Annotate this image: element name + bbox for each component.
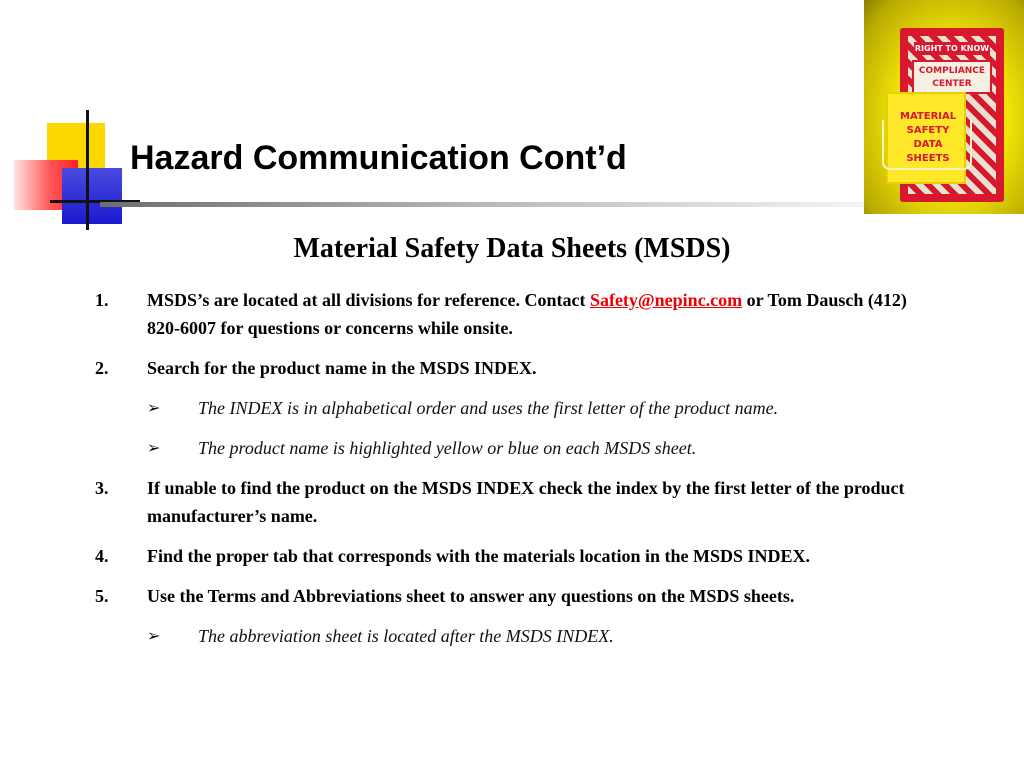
safety-email-link[interactable]: Safety@nepinc.com xyxy=(589,290,743,310)
slide-subtitle: Material Safety Data Sheets (MSDS) xyxy=(293,233,731,264)
list-item-text: Find the proper tab that corresponds with the materials location in the MSDS INDEX. xyxy=(147,546,811,566)
list-item-text: If unable to find the product on the MSDS INDEX check the index by the first letter of the product manufacturer’s name. xyxy=(147,478,905,526)
logo-blue-square xyxy=(62,168,122,224)
list-number: 1. xyxy=(95,290,109,310)
list-item-text: Search for the product name in the MSDS INDEX. xyxy=(147,358,537,378)
list-item-3 xyxy=(0,474,1024,530)
sub-bullet-text: The INDEX is in alphabetical order and uses the first letter of the product name. xyxy=(198,398,779,418)
list-number: 3. xyxy=(95,478,109,498)
arrow-bullet-icon: ➢ xyxy=(147,626,161,645)
arrow-bullet-icon: ➢ xyxy=(147,398,161,417)
binder-label: MATERIAL SAFETY DATA SHEETS xyxy=(900,111,957,164)
sub-bullet-1 xyxy=(0,394,1024,422)
sub-bullet-text: The product name is highlighted yellow or blue on each MSDS sheet. xyxy=(198,438,697,458)
list-number: 4. xyxy=(95,546,109,566)
sign-center-label: COMPLIANCE CENTER xyxy=(912,60,992,94)
sub-bullet-2 xyxy=(0,434,1024,462)
list-item-1 xyxy=(0,286,1024,342)
msds-station-photo xyxy=(864,0,1024,214)
list-item-text: MSDS’s are located at all divisions for reference. Contact xyxy=(147,290,590,310)
sub-bullet-3 xyxy=(0,622,1024,650)
list-item-text: Use the Terms and Abbreviations sheet to answer any questions on the MSDS sheets. xyxy=(147,586,795,606)
list-item-5 xyxy=(0,582,1024,610)
logo-vertical-line xyxy=(86,110,89,230)
list-number: 5. xyxy=(95,586,109,606)
list-item-4 xyxy=(0,542,1024,570)
sub-bullet-text: The abbreviation sheet is located after the MSDS INDEX. xyxy=(198,626,614,646)
instruction-list xyxy=(0,286,1024,650)
list-item-2 xyxy=(0,354,1024,382)
wire-rack xyxy=(882,120,972,170)
list-item-text: or Tom Dausch (412) 820-6007 for questions or concerns while onsite. xyxy=(147,290,907,338)
list-number: 2. xyxy=(95,358,109,378)
slide-title: Hazard Communication Cont’d xyxy=(130,139,627,177)
title-underline xyxy=(100,202,864,207)
arrow-bullet-icon: ➢ xyxy=(147,438,161,457)
sign-top-label: RIGHT TO KNOW xyxy=(914,44,990,53)
